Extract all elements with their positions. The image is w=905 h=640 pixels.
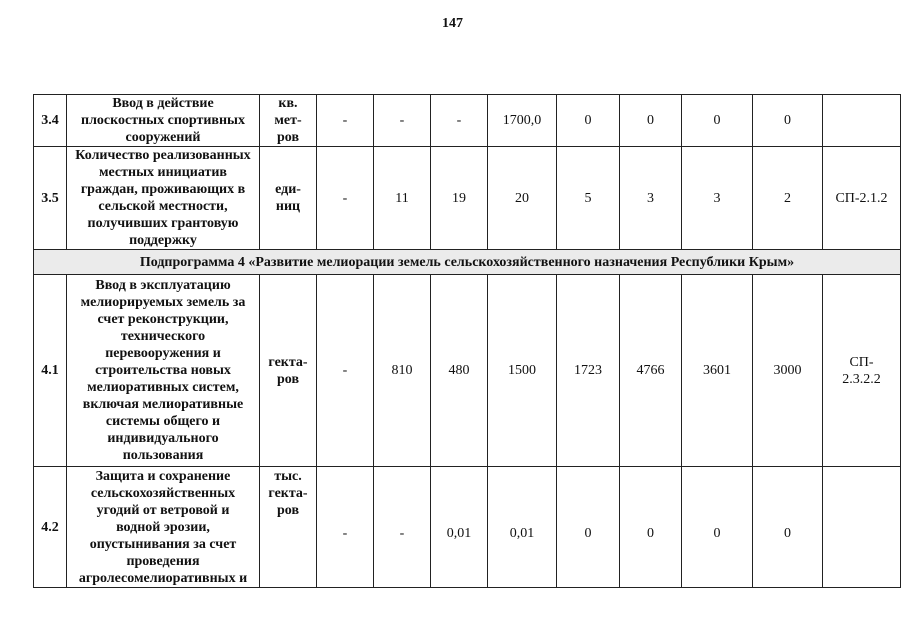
indicator-name: Ввод в действие плоскостных спортивных сооружений xyxy=(67,95,260,147)
value-cell: 4766 xyxy=(620,275,682,467)
code-cell xyxy=(823,95,901,147)
indicator-name: Количество реализованных местных инициатив граждан, проживающих в сельской местности, получивших грантовую поддержку xyxy=(67,147,260,250)
value-cell: 3 xyxy=(682,147,753,250)
value-cell: 0,01 xyxy=(488,467,557,588)
value-cell: 0 xyxy=(753,95,823,147)
code-cell xyxy=(823,467,901,588)
value-cell: 1500 xyxy=(488,275,557,467)
table-row xyxy=(34,95,901,147)
value-cell: 1723 xyxy=(557,275,620,467)
indicator-name: Ввод в эксплуатацию мелиорируемых земель за счет реконструкции, технического перевооружения и строительства новых мелиоративных систем, включая мелиоративные системы общего и индивидуального пользования xyxy=(67,275,260,467)
value-cell: - xyxy=(374,95,431,147)
value-cell: 2 xyxy=(753,147,823,250)
value-cell: 3 xyxy=(620,147,682,250)
unit-cell: гекта- ров xyxy=(260,275,317,467)
table-row xyxy=(34,467,901,588)
row-number: 4.1 xyxy=(34,275,67,467)
code-cell: СП-2.1.2 xyxy=(823,147,901,250)
value-cell: 0 xyxy=(753,467,823,588)
indicators-table xyxy=(33,94,901,588)
value-cell: - xyxy=(431,95,488,147)
value-cell: 11 xyxy=(374,147,431,250)
value-cell: 480 xyxy=(431,275,488,467)
row-number: 3.5 xyxy=(34,147,67,250)
unit-cell: тыс. гекта- ров xyxy=(260,467,317,588)
value-cell: 0 xyxy=(620,467,682,588)
value-cell: 0 xyxy=(557,467,620,588)
value-cell: 0 xyxy=(557,95,620,147)
value-cell: 5 xyxy=(557,147,620,250)
value-cell: 0 xyxy=(682,467,753,588)
row-number: 4.2 xyxy=(34,467,67,588)
value-cell: - xyxy=(317,95,374,147)
value-cell: 3601 xyxy=(682,275,753,467)
value-cell: - xyxy=(317,467,374,588)
indicator-name: Защита и сохранение сельскохозяйственных угодий от ветровой и водной эрозии, опустынивания за счет проведения агролесомелиоративных и xyxy=(67,467,260,588)
value-cell: 1700,0 xyxy=(488,95,557,147)
value-cell: 0 xyxy=(682,95,753,147)
value-cell: 20 xyxy=(488,147,557,250)
value-cell: 19 xyxy=(431,147,488,250)
value-cell: 3000 xyxy=(753,275,823,467)
subprogram-title: Подпрограмма 4 «Развитие мелиорации земель сельскохозяйственного назначения Республики Крым» xyxy=(34,250,901,275)
value-cell: - xyxy=(374,467,431,588)
row-number: 3.4 xyxy=(34,95,67,147)
table-row xyxy=(34,147,901,250)
unit-cell: кв. мет- ров xyxy=(260,95,317,147)
value-cell: - xyxy=(317,275,374,467)
value-cell: 0,01 xyxy=(431,467,488,588)
page-number: 147 xyxy=(442,16,463,31)
code-cell: СП- 2.3.2.2 xyxy=(823,275,901,467)
table-row xyxy=(34,275,901,467)
subprogram-header-row xyxy=(34,250,901,275)
value-cell: 810 xyxy=(374,275,431,467)
value-cell: 0 xyxy=(620,95,682,147)
unit-cell: еди- ниц xyxy=(260,147,317,250)
value-cell: - xyxy=(317,147,374,250)
